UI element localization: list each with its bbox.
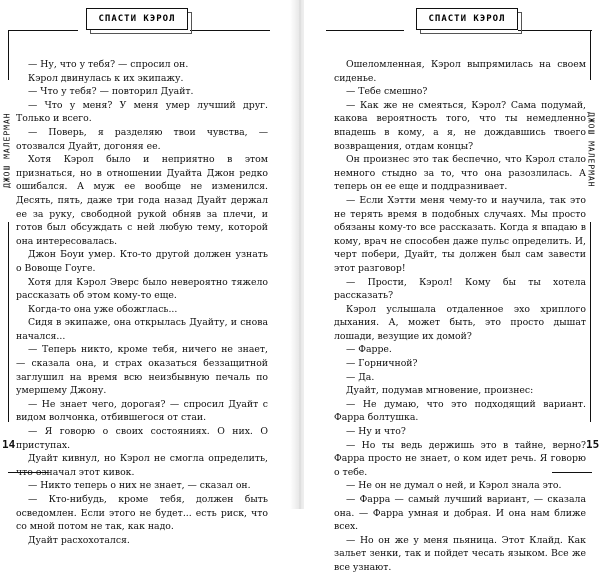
side-rule-bottom (590, 222, 591, 422)
running-header-right: СПАСТИ КЭРОЛ (416, 8, 518, 30)
side-rule-top (590, 30, 591, 80)
paragraph: — Что у меня? У меня умер лучший друг. Только и всего. (16, 99, 268, 125)
right-page-text (334, 58, 586, 575)
paragraph: — Я говорю о своих состояниях. О них. О приступах. (16, 426, 268, 451)
side-rule-bottom (8, 222, 9, 422)
paragraph: Кэрол двинулась к их экипажу. (28, 72, 184, 84)
left-page-text (16, 58, 268, 547)
paragraph: Хотя для Кэрол Эверс было невероятно тяжело рассказать об этом кому-то еще. (16, 276, 268, 302)
side-author-right: ДЖОШ МАЛЕРМАН (586, 112, 596, 188)
header-rule-left (8, 30, 78, 31)
paragraph: — Поверь, я разделяю твои чувства, — отозвался Дуайт, догоняя ее. (16, 126, 268, 152)
paragraph: — Теперь никто, кроме тебя, ничего не знает, — сказала она, и страх оказаться беззащитной заглушил на время всю неизбывную печаль по умершему Джону. (16, 344, 268, 397)
paragraph: — Не он не думал о ней, и Кэрол знала это. (346, 480, 562, 492)
paragraph: Кэрол услышала отдаленное эхо хриплого дыхания. А, может быть, это просто дышат лошади, везущие их домой? (334, 303, 586, 342)
side-author-left: ДЖОШ МАЛЕРМАН (2, 112, 12, 188)
paragraph: — Что у тебя? — повторил Дуайт. (28, 86, 194, 98)
side-rule-top (8, 30, 9, 80)
paragraph: — Ну и что? (346, 426, 406, 438)
paragraph: — Но он же у меня пьяница. Этот Клайд. Как зальет зенки, так и пойдет чесать языком. Все же все узнают. (334, 534, 586, 573)
paragraph: — Да. (346, 371, 375, 383)
paragraph: — Фарре. (346, 344, 392, 356)
paragraph: Дуайт кивнул, но Кэрол не смогла определить, что означал этот кивок. (16, 453, 268, 478)
paragraph: Дуайт расхохотался. (28, 534, 130, 546)
paragraph: — Горничной? (346, 358, 418, 370)
paragraph: — Как же не смеяться, Кэрол? Сама подумай, какова вероятность того, что ты немедленно впадешь в кому, а я, не дождавшись твоего возвращения, отдам концы? (334, 99, 586, 152)
paragraph: Дуайт, подумав мгновение, произнес: (346, 385, 534, 397)
paragraph: — Не думаю, что это подходящий вариант. Фарра болтушка. (334, 398, 586, 424)
paragraph: Он произнес это так беспечно, что Кэрол стало немного стыдно за то, что она разозлилась. А теперь он ее еще и поддразнивает. (334, 154, 586, 193)
paragraph: — Фарра — самый лучший вариант, — сказала она. — Фарра умная и добрая. И она нам ближе всех. (334, 494, 586, 533)
paragraph: — Не знает чего, дорогая? — спросил Дуайт с видом волчонка, отбившегося от стаи. (16, 398, 268, 424)
paragraph: Ошеломленная, Кэрол выпрямилась на своем сиденье. (334, 59, 586, 84)
page-number-left: 14 (2, 438, 16, 451)
paragraph: — Кто-нибудь, кроме тебя, должен быть осведомлен. Если этого не будет... есть риск, что со мной потом не так, как надо. (16, 494, 268, 533)
paragraph: — Ну, что у тебя? — спросил он. (28, 59, 189, 70)
paragraph: Джон Боуи умер. Кто-то другой должен узнать о Вовоще Гоуге. (16, 249, 268, 274)
paragraph: Когда-то она уже обожглась... (28, 303, 178, 315)
paragraph: Сидя в экипаже, она открылась Дуайту, и снова начался... (16, 317, 268, 342)
header-rule-right (518, 30, 592, 31)
right-page (304, 0, 600, 573)
paragraph: — Прости, Кэрол! Кому бы ты хотела рассказать? (334, 276, 586, 302)
running-header-left: СПАСТИ КЭРОЛ (86, 8, 188, 30)
header-rule-right (190, 30, 270, 31)
paragraph: — Никто теперь о них не знает, — сказал он. (28, 480, 251, 492)
paragraph: — Но ты ведь держишь это в тайне, верно? Фарра просто не знает, о ком идет речь. Я говорю о тебе. (334, 439, 586, 478)
paragraph: — Если Хэтти меня чему-то и научила, так это не терять время в подобных случаях. Мы просто обязаны кому-то все рассказать. Когда я впадаю в кому, врач не способен даже пульс определить. И, черт побери, Дуайт, ты должен был сам завести этот разговор! (334, 194, 586, 274)
paragraph: — Тебе смешно? (346, 86, 428, 98)
paragraph: Хотя Кэрол было и неприятно в этом признаться, но в отношении Дуайта Джон редко ошибался. А муж ее вообще не изменился. Десять, пять, даже три года назад Дуайт держал ее за руку, свободной рукой обняв за плечи, и готов был обсуждать с ней любую тему, которой она интересовалась. (16, 154, 268, 247)
header-rule-left (326, 30, 404, 31)
page-number-right: 15 (586, 438, 600, 451)
left-page (0, 0, 296, 546)
